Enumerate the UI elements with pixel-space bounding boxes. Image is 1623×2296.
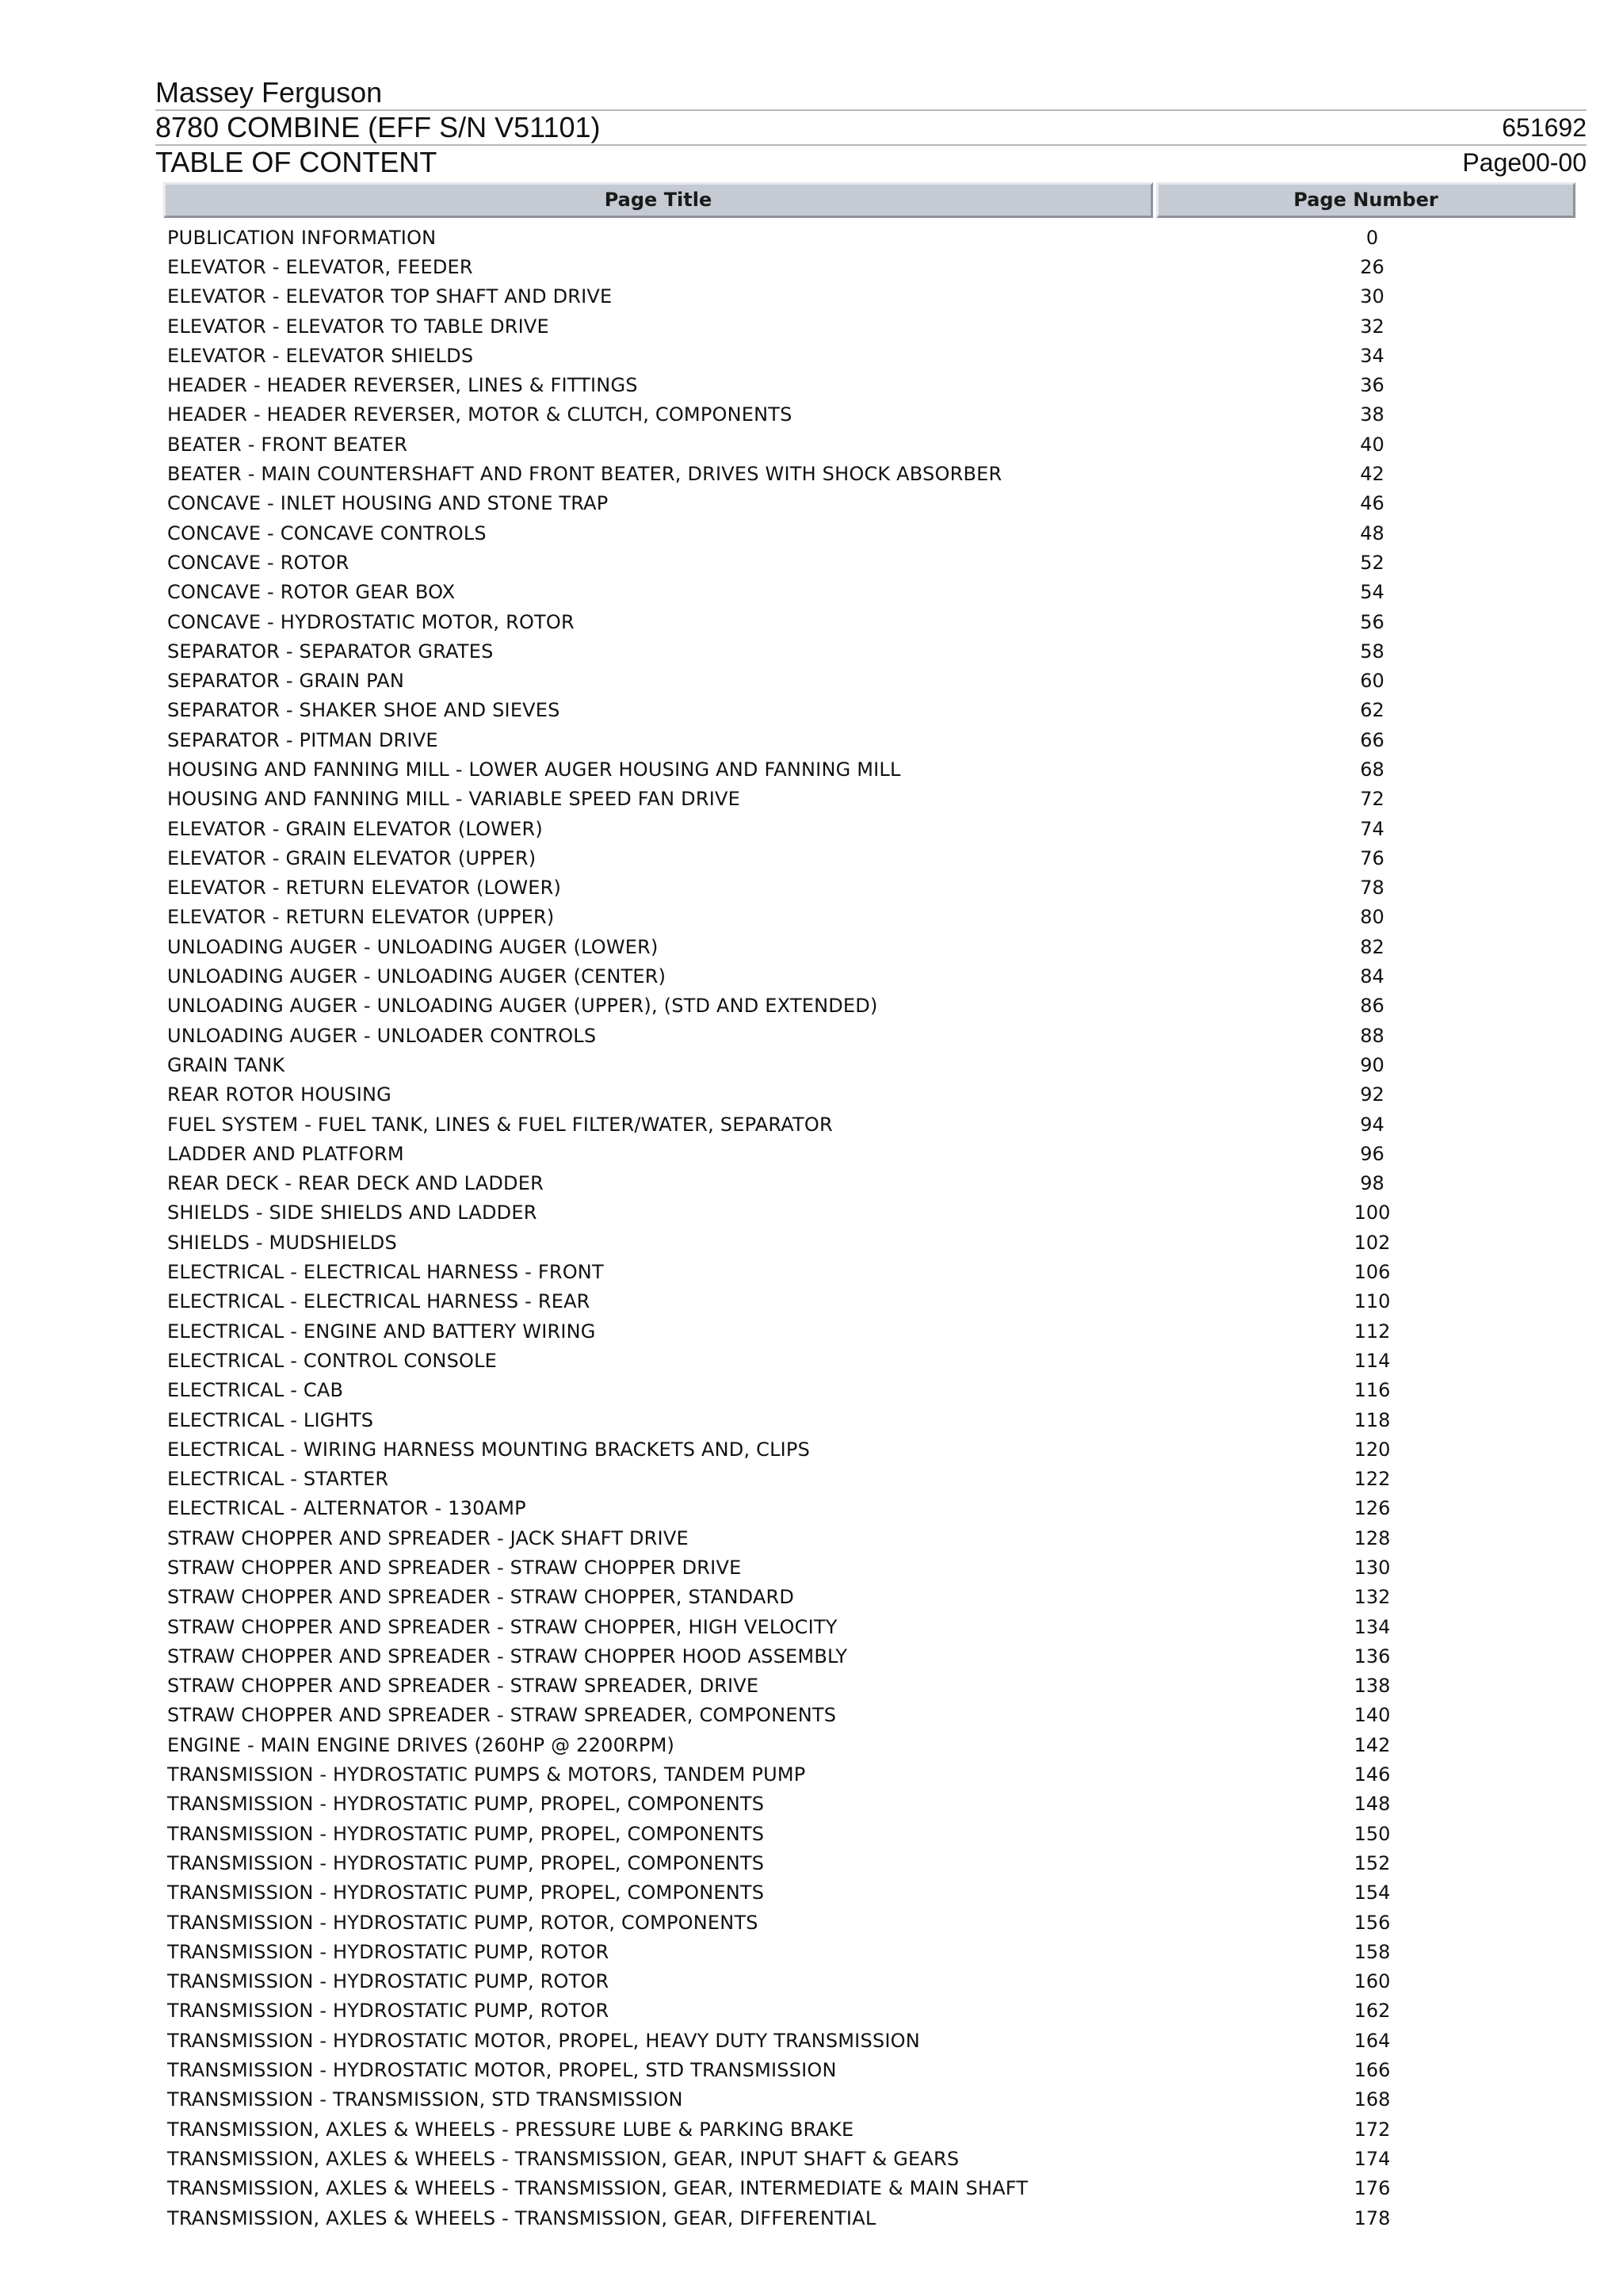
column-header-page-number: Page Number	[1156, 182, 1575, 218]
row-page-number: 148	[1354, 1793, 1391, 1816]
table-row[interactable]	[163, 873, 1575, 903]
section-line	[155, 146, 1587, 179]
table-row[interactable]	[163, 1405, 1575, 1435]
table-row[interactable]	[163, 1139, 1575, 1168]
table-row[interactable]	[163, 1257, 1575, 1286]
row-page-number: 130	[1354, 1557, 1391, 1579]
row-page-number: 60	[1360, 670, 1384, 693]
row-page-title: TRANSMISSION, AXLES & WHEELS - PRESSURE LUBE & PARKING BRAKE	[167, 2118, 854, 2141]
row-page-title: TRANSMISSION - TRANSMISSION, STD TRANSMISSION	[167, 2088, 683, 2111]
table-row[interactable]	[163, 1050, 1575, 1079]
table-row[interactable]	[163, 1908, 1575, 1937]
row-page-number: 138	[1354, 1675, 1391, 1698]
row-page-number: 56	[1360, 610, 1384, 633]
row-page-number: 54	[1360, 581, 1384, 604]
table-row[interactable]	[163, 991, 1575, 1021]
row-page-number: 34	[1360, 344, 1384, 367]
row-page-number: 110	[1354, 1290, 1391, 1313]
row-page-title: TRANSMISSION - HYDROSTATIC MOTOR, PROPEL, HEAVY DUTY TRANSMISSION	[167, 2029, 920, 2052]
row-page-number: 156	[1354, 1911, 1391, 1934]
row-page-title: BEATER - FRONT BEATER	[167, 433, 408, 456]
row-page-number: 42	[1360, 463, 1384, 486]
row-page-number: 72	[1360, 788, 1384, 811]
row-page-number: 74	[1360, 817, 1384, 840]
row-page-number: 102	[1354, 1231, 1391, 1254]
row-page-title: ELEVATOR - GRAIN ELEVATOR (LOWER)	[167, 817, 543, 840]
row-page-title: TRANSMISSION - HYDROSTATIC PUMP, PROPEL, COMPONENTS	[167, 1793, 765, 1816]
table-row[interactable]	[163, 1316, 1575, 1346]
table-row[interactable]	[163, 636, 1575, 666]
row-page-number: 78	[1360, 877, 1384, 900]
table-row[interactable]	[163, 2144, 1575, 2173]
row-page-title: TRANSMISSION - HYDROSTATIC PUMP, ROTOR	[167, 1940, 609, 1963]
row-page-title: TRANSMISSION - HYDROSTATIC PUMP, ROTOR	[167, 2000, 609, 2023]
row-page-title: STRAW CHOPPER AND SPREADER - STRAW SPREADER, COMPONENTS	[167, 1704, 837, 1727]
row-page-number: 122	[1354, 1468, 1391, 1491]
table-row[interactable]	[163, 903, 1575, 932]
row-page-number: 52	[1360, 551, 1384, 574]
row-page-title: ELEVATOR - ELEVATOR SHIELDS	[167, 344, 474, 367]
row-page-title: REAR DECK - REAR DECK AND LADDER	[167, 1172, 544, 1195]
row-page-number: 38	[1360, 403, 1384, 426]
table-row[interactable]	[163, 1848, 1575, 1878]
row-page-title: SHIELDS - SIDE SHIELDS AND LADDER	[167, 1201, 537, 1224]
table-row[interactable]	[163, 1021, 1575, 1050]
row-page-number: 126	[1354, 1497, 1391, 1520]
row-page-title: TRANSMISSION - HYDROSTATIC PUMPS & MOTORS, TANDEM PUMP	[167, 1763, 806, 1786]
row-page-title: LADDER AND PLATFORM	[167, 1142, 404, 1165]
row-page-number: 106	[1354, 1261, 1391, 1284]
table-row[interactable]	[163, 223, 1575, 252]
row-page-number: 176	[1354, 2177, 1391, 2200]
row-page-number: 134	[1354, 1615, 1391, 1638]
table-row[interactable]	[163, 2085, 1575, 2115]
row-page-title: ELECTRICAL - LIGHTS	[167, 1408, 374, 1431]
section-title: TABLE OF CONTENT	[155, 146, 437, 178]
table-row[interactable]	[163, 311, 1575, 341]
model-title: 8780 COMBINE (EFF S/N V51101)	[155, 111, 601, 143]
table-row[interactable]	[163, 1730, 1575, 1759]
row-page-title: TRANSMISSION, AXLES & WHEELS - TRANSMISSION, GEAR, INTERMEDIATE & MAIN SHAFT	[167, 2177, 1029, 2200]
table-row[interactable]	[163, 1701, 1575, 1730]
row-page-title: SEPARATOR - PITMAN DRIVE	[167, 728, 438, 751]
row-page-title: STRAW CHOPPER AND SPREADER - JACK SHAFT DRIVE	[167, 1526, 689, 1549]
row-page-number: 178	[1354, 2206, 1391, 2229]
table-row[interactable]	[163, 1287, 1575, 1316]
row-page-title: HEADER - HEADER REVERSER, LINES & FITTINGS	[167, 374, 638, 397]
row-page-title: CONCAVE - ROTOR GEAR BOX	[167, 581, 456, 604]
row-page-title: TRANSMISSION - HYDROSTATIC PUMP, PROPEL, COMPONENTS	[167, 1851, 765, 1874]
row-page-title: TRANSMISSION, AXLES & WHEELS - TRANSMISSION, GEAR, INPUT SHAFT & GEARS	[167, 2147, 960, 2170]
row-page-title: HEADER - HEADER REVERSER, MOTOR & CLUTCH, COMPONENTS	[167, 403, 792, 426]
row-page-number: 76	[1360, 846, 1384, 869]
table-row[interactable]	[163, 696, 1575, 725]
row-page-title: ELECTRICAL - ENGINE AND BATTERY WIRING	[167, 1320, 596, 1343]
row-page-number: 128	[1354, 1526, 1391, 1549]
row-page-number: 152	[1354, 1851, 1391, 1874]
table-row[interactable]	[163, 607, 1575, 636]
table-row[interactable]	[163, 843, 1575, 873]
table-row[interactable]	[163, 1553, 1575, 1582]
row-page-number: 26	[1360, 255, 1384, 278]
table-row[interactable]	[163, 2115, 1575, 2144]
row-page-number: 96	[1360, 1142, 1384, 1165]
row-page-number: 0	[1365, 226, 1379, 249]
row-page-title: SEPARATOR - SEPARATOR GRATES	[167, 640, 494, 663]
row-page-title: ELEVATOR - ELEVATOR, FEEDER	[167, 255, 473, 278]
table-row[interactable]	[163, 430, 1575, 459]
table-row[interactable]	[163, 755, 1575, 784]
row-page-number: 40	[1360, 433, 1384, 456]
row-page-title: ELECTRICAL - ELECTRICAL HARNESS - FRONT	[167, 1261, 604, 1284]
table-row[interactable]	[163, 1583, 1575, 1612]
row-page-number: 94	[1360, 1113, 1384, 1136]
row-page-number: 62	[1360, 699, 1384, 722]
table-row[interactable]	[163, 341, 1575, 370]
row-page-title: UNLOADING AUGER - UNLOADING AUGER (CENTER)	[167, 965, 666, 988]
table-row[interactable]	[163, 370, 1575, 399]
table-row[interactable]	[163, 1819, 1575, 1848]
table-row[interactable]	[163, 2203, 1575, 2233]
table-row[interactable]	[163, 1376, 1575, 1405]
table-row[interactable]	[163, 459, 1575, 488]
row-page-title: FUEL SYSTEM - FUEL TANK, LINES & FUEL FILTER/WATER, SEPARATOR	[167, 1113, 833, 1136]
row-page-title: STRAW CHOPPER AND SPREADER - STRAW CHOPPER DRIVE	[167, 1557, 742, 1579]
document-header	[155, 76, 1587, 179]
row-page-title: CONCAVE - ROTOR	[167, 551, 349, 574]
row-page-number: 36	[1360, 374, 1384, 397]
row-page-number: 160	[1354, 1970, 1391, 1993]
table-row[interactable]	[163, 2055, 1575, 2084]
row-page-number: 120	[1354, 1438, 1391, 1461]
column-header-page-title: Page Title	[163, 182, 1153, 218]
row-page-number: 86	[1360, 995, 1384, 1018]
row-page-number: 116	[1354, 1379, 1391, 1402]
row-page-number: 114	[1354, 1349, 1391, 1372]
table-row[interactable]	[163, 1937, 1575, 1966]
row-page-number: 158	[1354, 1940, 1391, 1963]
row-page-title: TRANSMISSION - HYDROSTATIC PUMP, ROTOR, COMPONENTS	[167, 1911, 758, 1934]
table-row[interactable]	[163, 252, 1575, 281]
row-page-title: ELECTRICAL - ELECTRICAL HARNESS - REAR	[167, 1290, 590, 1313]
table-row[interactable]	[163, 548, 1575, 577]
table-row[interactable]	[163, 1878, 1575, 1908]
table-row[interactable]	[163, 1494, 1575, 1523]
row-page-title: TRANSMISSION - HYDROSTATIC PUMP, PROPEL, COMPONENTS	[167, 1881, 765, 1904]
table-row[interactable]	[163, 785, 1575, 814]
row-page-title: ELEVATOR - GRAIN ELEVATOR (UPPER)	[167, 846, 537, 869]
row-page-number: 32	[1360, 315, 1384, 338]
table-row[interactable]	[163, 1641, 1575, 1671]
table-row[interactable]	[163, 725, 1575, 755]
row-page-title: TRANSMISSION - HYDROSTATIC PUMP, ROTOR	[167, 1970, 609, 1993]
row-page-title: STRAW CHOPPER AND SPREADER - STRAW CHOPPER, STANDARD	[167, 1586, 795, 1609]
row-page-title: UNLOADING AUGER - UNLOADING AUGER (LOWER)	[167, 935, 659, 958]
table-row[interactable]	[163, 666, 1575, 695]
table-row[interactable]	[163, 1790, 1575, 1819]
row-page-title: ELECTRICAL - CONTROL CONSOLE	[167, 1349, 498, 1372]
row-page-number: 66	[1360, 728, 1384, 751]
table-row[interactable]	[163, 1967, 1575, 1996]
table-row[interactable]	[163, 2026, 1575, 2055]
table-row[interactable]	[163, 814, 1575, 843]
row-page-title: GRAIN TANK	[167, 1053, 285, 1076]
row-page-number: 168	[1354, 2088, 1391, 2111]
table-row[interactable]	[163, 518, 1575, 548]
table-body	[163, 223, 1575, 2233]
table-row[interactable]	[163, 1523, 1575, 1553]
row-page-title: HOUSING AND FANNING MILL - VARIABLE SPEED FAN DRIVE	[167, 788, 740, 811]
row-page-number: 162	[1354, 2000, 1391, 2023]
row-page-number: 46	[1360, 492, 1384, 515]
row-page-title: TRANSMISSION - HYDROSTATIC MOTOR, PROPEL, STD TRANSMISSION	[167, 2059, 837, 2082]
row-page-title: CONCAVE - INLET HOUSING AND STONE TRAP	[167, 492, 609, 515]
row-page-title: SHIELDS - MUDSHIELDS	[167, 1231, 397, 1254]
table-row[interactable]	[163, 1080, 1575, 1110]
table-row[interactable]	[163, 1198, 1575, 1228]
row-page-number: 174	[1354, 2147, 1391, 2170]
row-page-title: BEATER - MAIN COUNTERSHAFT AND FRONT BEATER, DRIVES WITH SHOCK ABSORBER	[167, 463, 1002, 486]
row-page-number: 164	[1354, 2029, 1391, 2052]
table-row[interactable]	[163, 1671, 1575, 1701]
table-row[interactable]	[163, 400, 1575, 430]
row-page-title: CONCAVE - HYDROSTATIC MOTOR, ROTOR	[167, 610, 575, 633]
row-page-number: 166	[1354, 2059, 1391, 2082]
row-page-number: 68	[1360, 758, 1384, 781]
row-page-number: 136	[1354, 1645, 1391, 1668]
row-page-title: SEPARATOR - GRAIN PAN	[167, 670, 405, 693]
row-page-number: 118	[1354, 1408, 1391, 1431]
row-page-number: 98	[1360, 1172, 1384, 1195]
table-row[interactable]	[163, 932, 1575, 961]
table-row[interactable]	[163, 578, 1575, 607]
row-page-title: ENGINE - MAIN ENGINE DRIVES (260HP @ 2200RPM)	[167, 1733, 675, 1756]
row-page-title: CONCAVE - CONCAVE CONTROLS	[167, 521, 487, 544]
table-row[interactable]	[163, 961, 1575, 991]
row-page-title: ELECTRICAL - WIRING HARNESS MOUNTING BRACKETS AND, CLIPS	[167, 1438, 811, 1461]
row-page-title: SEPARATOR - SHAKER SHOE AND SIEVES	[167, 699, 560, 722]
row-page-number: 88	[1360, 1024, 1384, 1047]
row-page-number: 90	[1360, 1053, 1384, 1076]
table-row[interactable]	[163, 1759, 1575, 1789]
row-page-number: 142	[1354, 1733, 1391, 1756]
table-row[interactable]	[163, 1228, 1575, 1257]
table-header	[163, 182, 1575, 218]
row-page-title: ELEVATOR - ELEVATOR TOP SHAFT AND DRIVE	[167, 285, 613, 308]
table-row[interactable]	[163, 2174, 1575, 2203]
table-row[interactable]	[163, 1464, 1575, 1493]
row-page-title: ELEVATOR - RETURN ELEVATOR (UPPER)	[167, 906, 555, 929]
row-page-title: STRAW CHOPPER AND SPREADER - STRAW CHOPPER, HIGH VELOCITY	[167, 1615, 838, 1638]
table-row[interactable]	[163, 489, 1575, 518]
model-line	[155, 111, 1587, 146]
row-page-number: 84	[1360, 965, 1384, 988]
document-number: 651692	[1502, 113, 1587, 142]
row-page-number: 92	[1360, 1083, 1384, 1106]
row-page-title: ELECTRICAL - CAB	[167, 1379, 344, 1402]
row-page-number: 112	[1354, 1320, 1391, 1343]
row-page-number: 58	[1360, 640, 1384, 663]
row-page-title: HOUSING AND FANNING MILL - LOWER AUGER HOUSING AND FANNING MILL	[167, 758, 901, 781]
table-row[interactable]	[163, 1996, 1575, 2026]
row-page-number: 100	[1354, 1201, 1391, 1224]
row-page-number: 48	[1360, 521, 1384, 544]
row-page-number: 172	[1354, 2118, 1391, 2141]
row-page-number: 82	[1360, 935, 1384, 958]
row-page-title: TRANSMISSION, AXLES & WHEELS - TRANSMISSION, GEAR, DIFFERENTIAL	[167, 2206, 876, 2229]
row-page-number: 154	[1354, 1881, 1391, 1904]
page-label: Page00-00	[1462, 148, 1587, 177]
brand-line	[155, 76, 1587, 111]
table-row[interactable]	[163, 282, 1575, 311]
row-page-title: PUBLICATION INFORMATION	[167, 226, 437, 249]
row-page-title: ELEVATOR - RETURN ELEVATOR (LOWER)	[167, 877, 562, 900]
row-page-title: UNLOADING AUGER - UNLOADER CONTROLS	[167, 1024, 597, 1047]
brand-name: Massey Ferguson	[155, 76, 383, 109]
row-page-number: 132	[1354, 1586, 1391, 1609]
table-row[interactable]	[163, 1435, 1575, 1464]
row-page-title: STRAW CHOPPER AND SPREADER - STRAW SPREADER, DRIVE	[167, 1675, 759, 1698]
table-row[interactable]	[163, 1346, 1575, 1375]
table-row[interactable]	[163, 1169, 1575, 1198]
row-page-title: ELECTRICAL - ALTERNATOR - 130AMP	[167, 1497, 526, 1520]
row-page-title: REAR ROTOR HOUSING	[167, 1083, 391, 1106]
row-page-number: 80	[1360, 906, 1384, 929]
row-page-number: 30	[1360, 285, 1384, 308]
table-row[interactable]	[163, 1110, 1575, 1139]
row-page-title: STRAW CHOPPER AND SPREADER - STRAW CHOPPER HOOD ASSEMBLY	[167, 1645, 848, 1668]
row-page-number: 146	[1354, 1763, 1391, 1786]
row-page-number: 140	[1354, 1704, 1391, 1727]
row-page-number: 150	[1354, 1822, 1391, 1845]
row-page-title: TRANSMISSION - HYDROSTATIC PUMP, PROPEL, COMPONENTS	[167, 1822, 765, 1845]
row-page-title: ELECTRICAL - STARTER	[167, 1468, 389, 1491]
table-row[interactable]	[163, 1612, 1575, 1641]
row-page-title: UNLOADING AUGER - UNLOADING AUGER (UPPER), (STD AND EXTENDED)	[167, 995, 878, 1018]
row-page-title: ELEVATOR - ELEVATOR TO TABLE DRIVE	[167, 315, 549, 338]
table-of-contents	[163, 182, 1575, 2233]
